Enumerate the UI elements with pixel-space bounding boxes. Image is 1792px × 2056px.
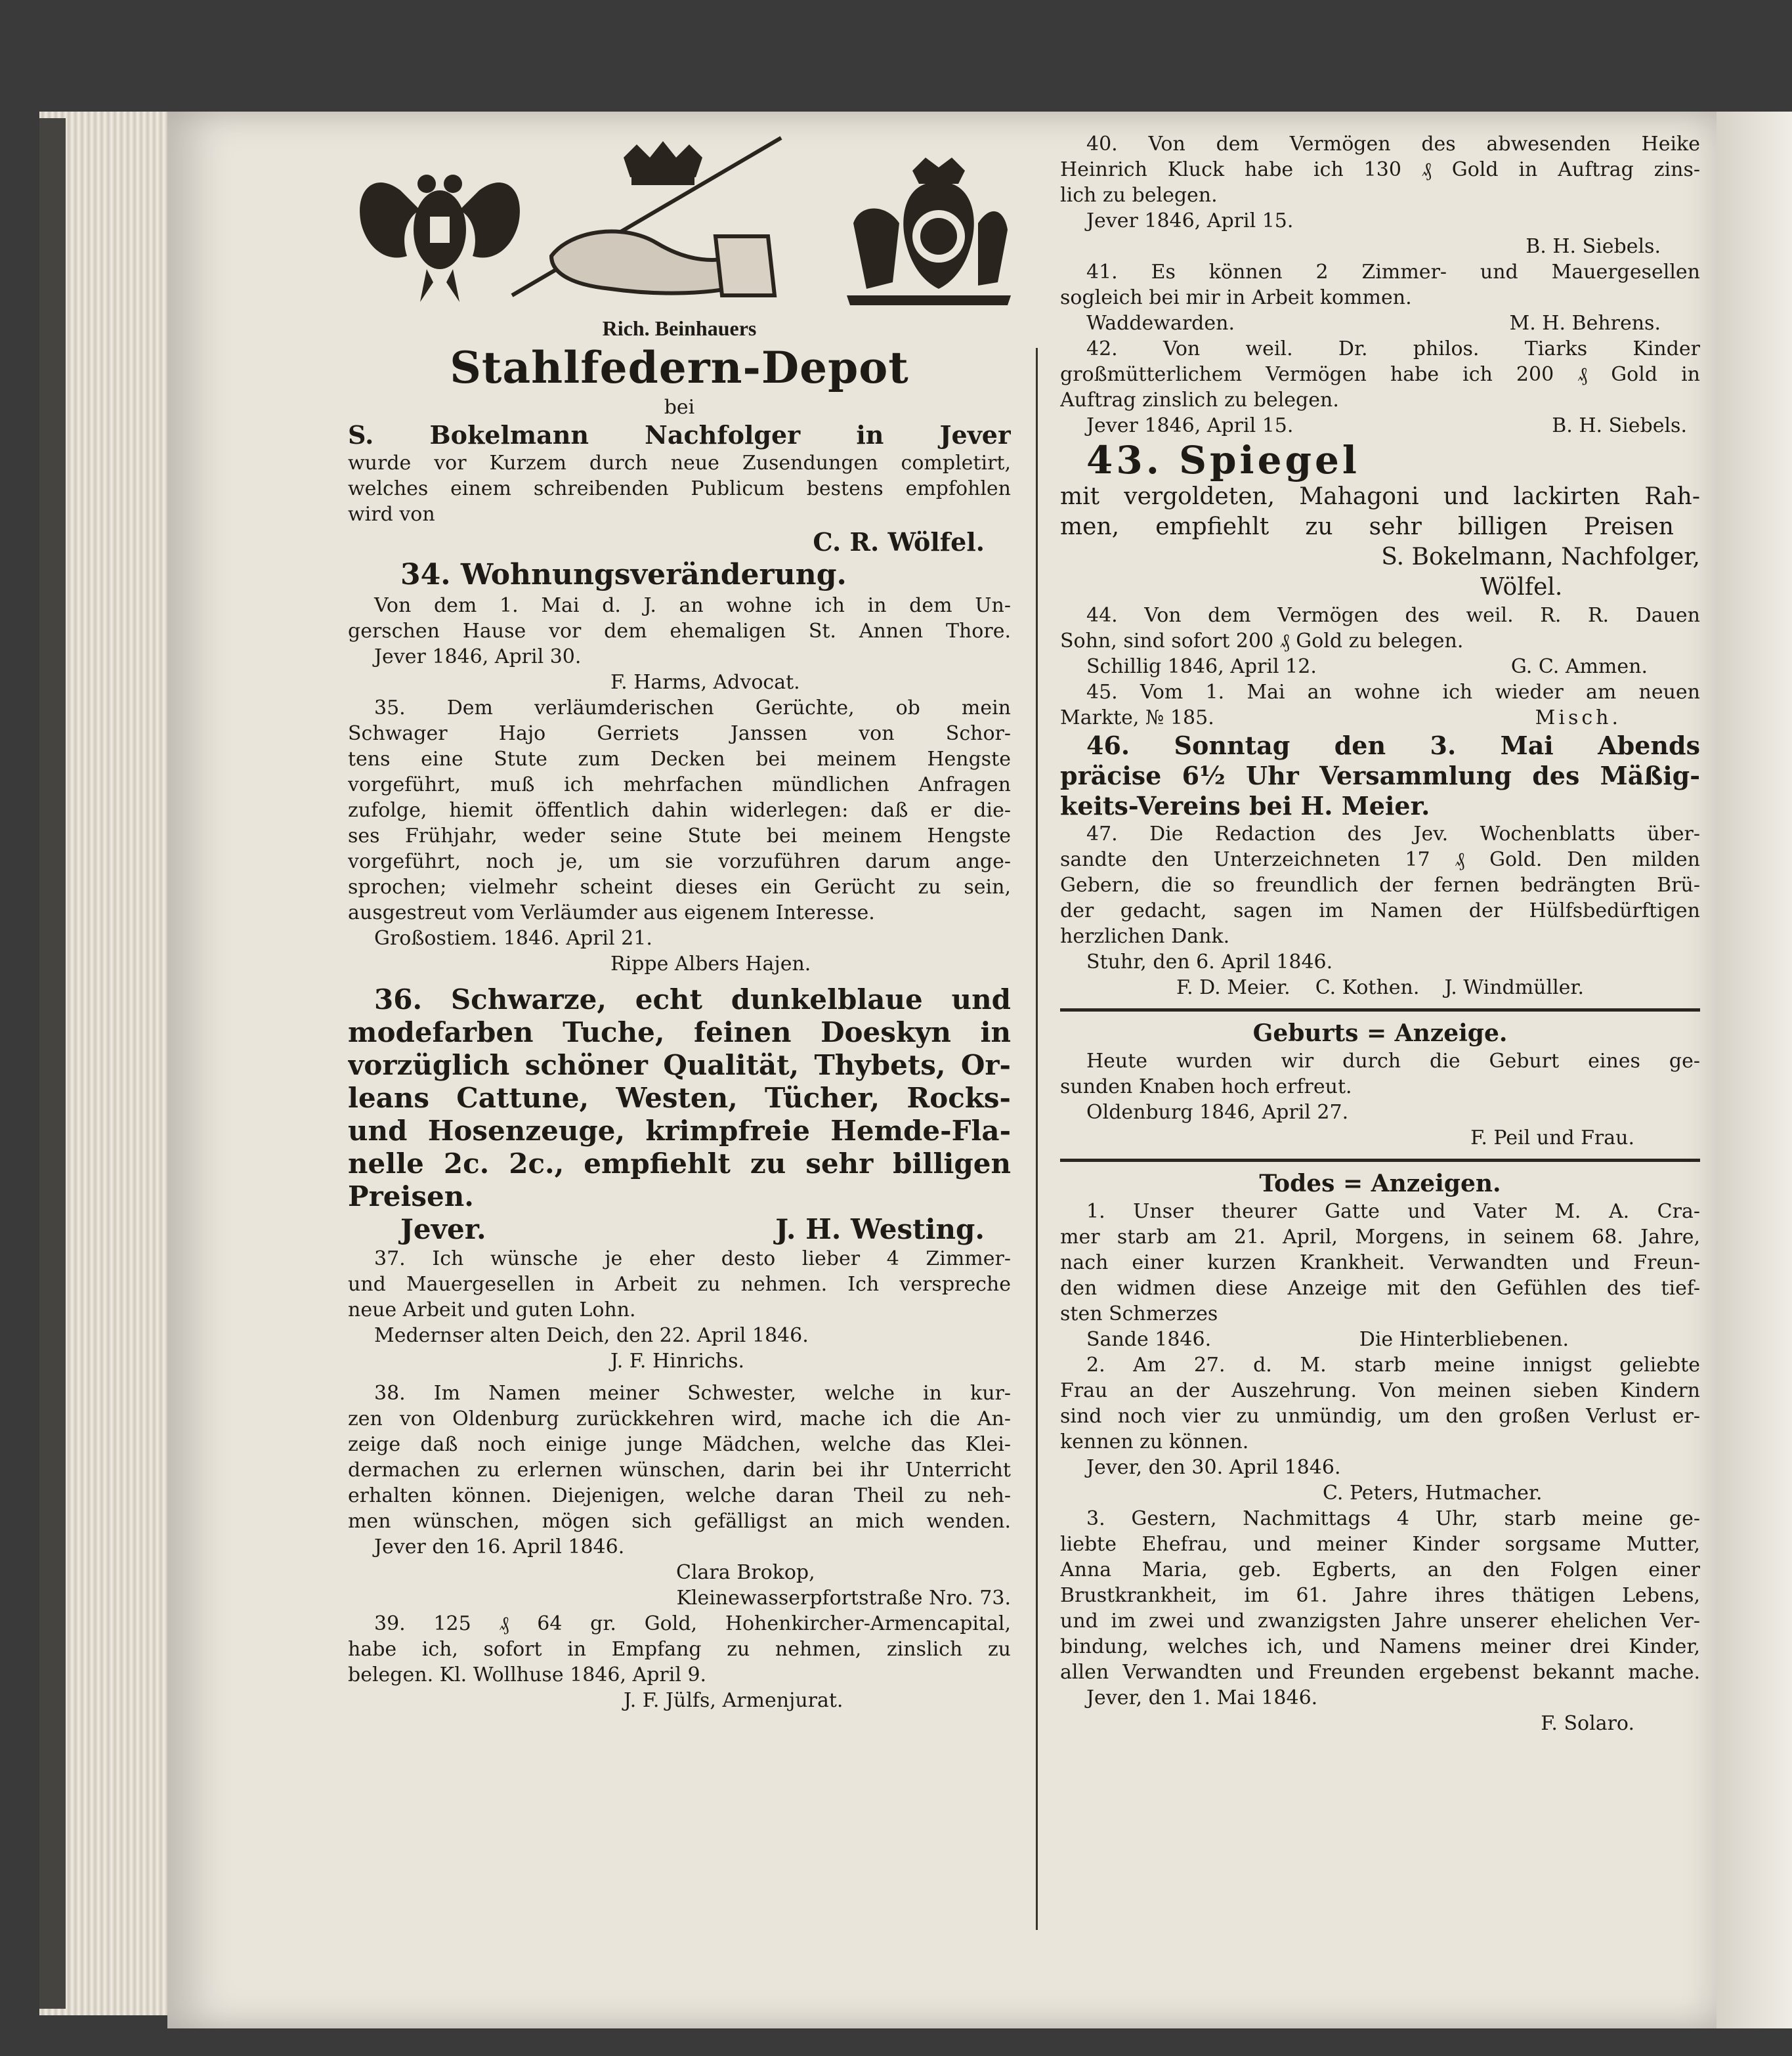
notice-signature: F. Harms, Advocat.	[610, 671, 800, 694]
royal-arms-emblem	[847, 158, 1011, 305]
notice-line: großmütterlichem Vermögen habe ich 200 ₰ Gold in	[1060, 363, 1700, 386]
notice-line: ses Frühjahr, weder seine Stute bei meinem Hengste	[348, 825, 1011, 847]
death-title: Todes = Anzeigen.	[1259, 1170, 1501, 1197]
depot-title: Stahlfedern-Depot	[450, 342, 909, 393]
notice-line: neue Arbeit und guten Lohn.	[348, 1298, 636, 1321]
left-column	[348, 131, 1011, 1713]
firm-name: Rich. Beinhauers	[602, 316, 757, 340]
notice-signature: Wölfel.	[1480, 574, 1563, 601]
notice-line: Stuhr, den 6. April 1846.	[1086, 951, 1333, 974]
stahlfedern-logo	[348, 131, 1011, 315]
ad-shop-name: S. Bokelmann Nachfolger in Jever	[348, 420, 1011, 450]
death-line: Jever, den 1. Mai 1846.	[1086, 1686, 1318, 1709]
notice-line-40: 40. Von dem Vermögen des abwesenden Heike	[1086, 133, 1700, 156]
notice-line: ausgestreut vom Verläumder aus eigenem Interesse.	[348, 901, 875, 924]
notice-line: Jever 1846, April 30.	[374, 645, 582, 668]
notice-line: habe ich, sofort in Empfang zu nehmen, zinslich zu	[348, 1638, 1011, 1661]
notice-line: erhalten können. Diejenigen, welche daran Theil zu neh-	[348, 1484, 1011, 1507]
notice-signature: Rippe Albers Hajen.	[610, 953, 811, 975]
notice-line: zufolge, hiemit öffentlich dahin widerlegen: daß er die-	[348, 799, 1011, 822]
death-line: und im zwei und zwanzigsten Jahre unserer ehelichen Ver-	[1060, 1610, 1700, 1633]
notice-line: der gedacht, sagen im Namen der Hülfsbedürftigen	[1060, 899, 1700, 922]
book-cover	[39, 118, 66, 2009]
notice-line-42: 42. Von weil. Dr. philos. Tiarks Kinder	[1086, 337, 1700, 360]
notice-line: herzlichen Dank.	[1060, 925, 1230, 948]
section-rule	[1060, 1159, 1700, 1162]
death-place: Sande 1846.	[1086, 1328, 1212, 1351]
birth-line: sunden Knaben hoch erfreut.	[1060, 1075, 1352, 1098]
notice-line-36: 36. Schwarze, echt dunkelblaue und	[374, 983, 1011, 1016]
notice-line-38: 38. Im Namen meiner Schwester, welche in kur-	[374, 1382, 1011, 1405]
notice-line: leans Cattune, Westen, Tücher, Rocks-	[348, 1082, 1011, 1114]
death-line: Brustkrankheit, im 61. Jahre ihres thätigen Lebens,	[1060, 1584, 1700, 1607]
facing-page-edge	[1717, 112, 1792, 2028]
notice-address: Kleinewasserpfortstraße Nro. 73.	[676, 1587, 1011, 1610]
death-line: nach einer kurzen Krankheit. Verwandten und Freun-	[1060, 1251, 1700, 1274]
death-line: 3. Gestern, Nachmittags 4 Uhr, starb meine ge-	[1086, 1507, 1700, 1530]
notice-line: nelle 2c. 2c., empfiehlt zu sehr billigen	[348, 1147, 1011, 1180]
notice-line: Sohn, sind sofort 200 ₰ Gold zu belegen.	[1060, 630, 1464, 653]
notice-line: men, empfiehlt zu sehr billigen Preisen	[1060, 513, 1674, 540]
notice-title-43: 43. Spiegel	[1086, 439, 1360, 482]
birth-signature: F. Peil und Frau.	[1470, 1126, 1634, 1149]
notice-line: zen von Oldenburg zurückkehren wird, mache ich die An-	[348, 1407, 1011, 1430]
death-line: mer starb am 21. April, Morgens, in seinem 68. Jahre,	[1060, 1226, 1700, 1249]
ad-bei: bei	[664, 396, 695, 419]
notice-line: Auftrag zinslich zu belegen.	[1060, 389, 1339, 412]
death-line: kennen zu können.	[1060, 1430, 1249, 1453]
death-line: Jever, den 30. April 1846.	[1086, 1456, 1341, 1479]
notice-line: Markte, № 185.	[1060, 706, 1214, 729]
notice-signature: F. D. Meier. C. Kothen. J. Windmüller.	[1176, 976, 1585, 999]
death-line: sten Schmerzes	[1060, 1302, 1218, 1325]
notice-line: Medernser alten Deich, den 22. April 1846.	[374, 1324, 809, 1347]
notice-line: Schwager Hajo Gerriets Janssen von Schor-	[348, 722, 1011, 745]
ad-signature: C. R. Wölfel.	[813, 527, 985, 557]
notice-line: präcise 6½ Uhr Versammlung des Mäßig-	[1060, 761, 1700, 790]
death-line: allen Verwandten und Freunden ergebenst bekannt mache.	[1060, 1661, 1700, 1684]
crown-emblem	[624, 141, 702, 185]
notice-line-41: 41. Es können 2 Zimmer- und Mauergesellen	[1086, 261, 1700, 284]
notice-signature: J. F. Jülfs, Armenjurat.	[624, 1689, 843, 1712]
notice-line: tens eine Stute zum Decken bei meinem Hengste	[348, 748, 1011, 771]
notice-line-35: 35. Dem verläumderischen Gerüchte, ob mein	[374, 696, 1011, 719]
ad-text-line: welches einem schreibenden Publicum bestens empfohlen	[348, 477, 1011, 500]
notice-line: lich zu belegen.	[1060, 184, 1218, 207]
notice-title-34: 34. Wohnungsveränderung.	[400, 558, 847, 591]
notice-line: belegen. Kl. Wollhuse 1846, April 9.	[348, 1663, 707, 1686]
notice-line: Heinrich Kluck habe ich 130 ₰ Gold in Auftrag zins-	[1060, 158, 1700, 181]
notice-line-37: 37. Ich wünsche je eher desto lieber 4 Zimmer-	[374, 1247, 1011, 1270]
notice-line: keits-Vereins bei H. Meier.	[1060, 791, 1430, 821]
death-line: 1. Unser theurer Gatte und Vater M. A. Cra-	[1086, 1200, 1700, 1223]
notice-line: Gebern, die so freundlich der fernen bedrängten Brü-	[1060, 874, 1700, 897]
column-divider	[1036, 348, 1038, 1930]
notice-line: men wünschen, mögen sich gefälligst an mich wenden.	[348, 1510, 1011, 1533]
notice-line: mit vergoldeten, Mahagoni und lackirten Rah-	[1060, 483, 1700, 510]
death-line: sind noch vier zu unmündig, um den großen Verlust er-	[1060, 1405, 1700, 1428]
birth-line: Oldenburg 1846, April 27.	[1086, 1101, 1349, 1124]
double-eagle-emblem	[360, 175, 520, 302]
death-line: 2. Am 27. d. M. starb meine innigst geliebte	[1086, 1354, 1700, 1377]
notice-line-46: 46. Sonntag den 3. Mai Abends	[1086, 731, 1700, 760]
notice-line-44: 44. Von dem Vermögen des weil. R. R. Dauen	[1086, 604, 1700, 627]
notice-line: und Hosenzeuge, krimpfreie Hemde-Fla-	[348, 1115, 1011, 1147]
notice-signature: B. H. Siebels.	[1525, 235, 1661, 258]
death-line: Anna Maria, geb. Egberts, an den Folgen einer	[1060, 1558, 1700, 1581]
notice-line: sogleich bei mir in Arbeit kommen.	[1060, 286, 1412, 309]
notice-line: gerschen Hause vor dem ehemaligen St. Annen Thore.	[348, 620, 1011, 643]
notice-line-47: 47. Die Redaction des Jev. Wochenblatts über-	[1086, 823, 1700, 846]
notice-signature: Clara Brokop,	[676, 1561, 815, 1584]
notice-line: vorgeführt, noch je, um sie vorzuführen darum ange-	[348, 850, 1011, 873]
death-line: Frau an der Auszehrung. Von meinen sieben Kindern	[1060, 1379, 1700, 1402]
death-line: bindung, welches ich, und Namens meiner drei Kinder,	[1060, 1635, 1700, 1658]
notice-line: Jever den 16. April 1846.	[374, 1535, 625, 1558]
notice-signature: J. H. Westing.	[775, 1213, 985, 1245]
birth-title: Geburts = Anzeige.	[1252, 1019, 1508, 1047]
notice-place: Schillig 1846, April 12.	[1086, 655, 1317, 678]
notice-line: Jever 1846, April 15.	[1086, 209, 1294, 232]
notice-line-39: 39. 125 ₰ 64 gr. Gold, Hohenkircher-Armencapital,	[374, 1612, 1011, 1635]
notice-line: und Mauergesellen in Arbeit zu nehmen. Ich verspreche	[348, 1273, 1011, 1296]
death-signature: Die Hinterbliebenen.	[1359, 1328, 1569, 1351]
notice-line: sprochen; vielmehr scheint dieses ein Gerücht zu sein,	[348, 876, 1011, 899]
notice-line: vorgeführt, muß ich mehrfachen mündlichen Anfragen	[348, 773, 1011, 796]
ad-text-line: wurde vor Kurzem durch neue Zusendungen completirt,	[348, 452, 1011, 475]
notice-place: Jever.	[400, 1213, 486, 1245]
notice-signature: G. C. Ammen.	[1510, 655, 1648, 678]
death-signature: C. Peters, Hutmacher.	[1323, 1482, 1543, 1505]
notice-line: Preisen.	[348, 1180, 474, 1212]
ad-text-line: wird von	[348, 503, 435, 526]
notice-line-45: 45. Vom 1. Mai an wohne ich wieder am neuen	[1086, 681, 1700, 704]
death-signature: F. Solaro.	[1541, 1712, 1634, 1735]
notice-signature: Misch.	[1535, 706, 1621, 729]
birth-line: Heute wurden wir durch die Geburt eines ge-	[1086, 1050, 1700, 1073]
notice-line: modefarben Tuche, feinen Doeskyn in	[348, 1016, 1011, 1048]
notice-place: Waddewarden.	[1086, 312, 1235, 335]
death-line: liebte Ehefrau, und meiner Kinder sorgsame Mutter,	[1060, 1533, 1700, 1556]
notice-signature: S. Bokelmann, Nachfolger,	[1381, 544, 1700, 570]
notice-line: Großostiem. 1846. April 21.	[374, 927, 652, 950]
notice-signature: J. F. Hinrichs.	[610, 1350, 745, 1373]
death-line: den widmen diese Anzeige mit den Gefühlen des tief-	[1060, 1277, 1700, 1300]
notice-signature: M. H. Behrens.	[1509, 312, 1661, 335]
notice-line: zeige daß noch einige junge Mädchen, welche das Klei-	[348, 1433, 1011, 1456]
notice-line: sandte den Unterzeichneten 17 ₰ Gold. Den milden	[1060, 848, 1700, 871]
right-column	[1060, 131, 1700, 1736]
notice-signature: B. H. Siebels.	[1552, 414, 1687, 437]
notice-line: Von dem 1. Mai d. J. an wohne ich in dem Un-	[374, 594, 1011, 617]
notice-line: dermachen zu erlernen wünschen, darin bei ihr Unterricht	[348, 1459, 1011, 1482]
section-rule	[1060, 1008, 1700, 1012]
notice-place: Jever 1846, April 15.	[1086, 414, 1294, 437]
notice-line: vorzüglich schöner Qualität, Thybets, Or-	[348, 1049, 1011, 1081]
